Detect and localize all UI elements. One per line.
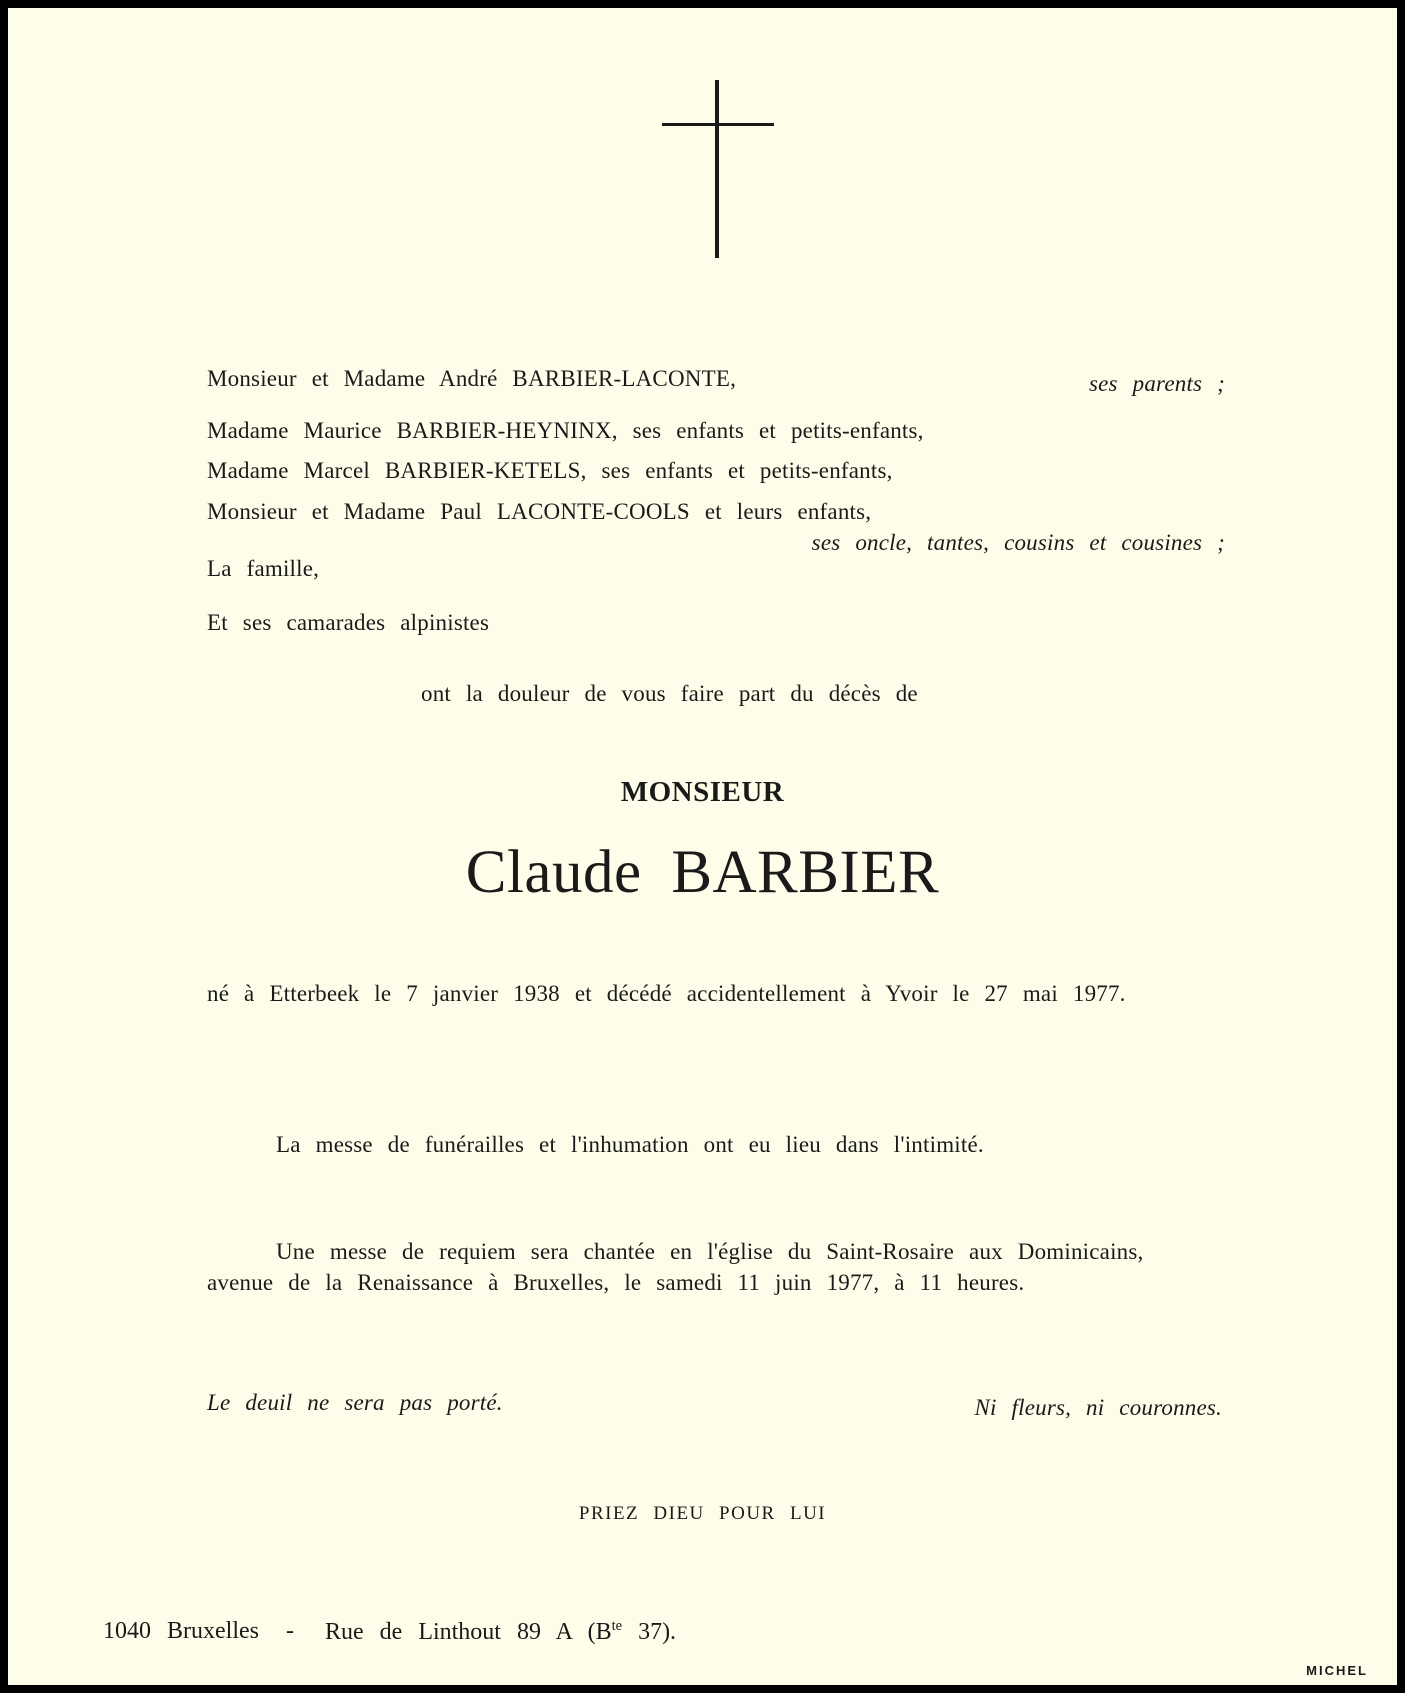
deceased-name: Claude BARBIER bbox=[465, 839, 940, 906]
family-line-family: La famille, bbox=[207, 556, 320, 581]
cross-icon-bar bbox=[662, 123, 774, 126]
family-line-grandmother-1: Madame Maurice BARBIER-HEYNINX, ses enfants et petits-enfants, bbox=[207, 418, 924, 443]
funeral-line: La messe de funérailles et l'inhumation ont eu lieu dans l'intimité. bbox=[276, 1132, 984, 1157]
prayer-line: PRIEZ DIEU POUR LUI bbox=[578, 1503, 827, 1524]
family-line-parents: Monsieur et Madame André BARBIER-LACONTE, bbox=[207, 366, 737, 391]
family-line-comrades: Et ses camarades alpinistes bbox=[207, 610, 490, 635]
address-box-sup: te bbox=[611, 1618, 623, 1634]
family-line-uncle: Monsieur et Madame Paul LACONTE-COOLS et leurs enfants, bbox=[207, 499, 872, 524]
birth-death-line: né à Etterbeek le 7 janvier 1938 et décédé accidentellement à Yvoir le 27 mai 1977. bbox=[207, 981, 1126, 1006]
announcement-text: ont la douleur de vous faire part du décès de bbox=[421, 681, 918, 706]
address-street bbox=[325, 1618, 676, 1646]
mourning-note: Le deuil ne sera pas porté. bbox=[207, 1390, 503, 1415]
deceased-title: MONSIEUR bbox=[620, 776, 785, 808]
flowers-note: Ni fleurs, ni couronnes. bbox=[974, 1395, 1222, 1420]
family-line-grandmother-2: Madame Marcel BARBIER-KETELS, ses enfants et petits-enfants, bbox=[207, 458, 893, 483]
address-box-number: 37). bbox=[622, 1619, 677, 1645]
address-street-text: Rue de Linthout 89 A (B bbox=[325, 1619, 612, 1645]
requiem-line-1: Une messe de requiem sera chantée en l'église du Saint-Rosaire aux Dominicains, bbox=[276, 1239, 1144, 1264]
relation-parents: ses parents ; bbox=[1088, 371, 1225, 396]
relation-extended: ses oncle, tantes, cousins et cousines ; bbox=[811, 530, 1225, 555]
death-notice-card bbox=[8, 8, 1397, 1685]
cross-icon bbox=[715, 80, 719, 258]
requiem-line-2: avenue de la Renaissance à Bruxelles, le samedi 11 juin 1977, à 11 heures. bbox=[207, 1270, 1025, 1295]
address-city: 1040 Bruxelles bbox=[103, 1618, 259, 1644]
address-separator: - bbox=[286, 1618, 294, 1644]
printer-mark: MICHEL bbox=[1306, 1663, 1368, 1678]
